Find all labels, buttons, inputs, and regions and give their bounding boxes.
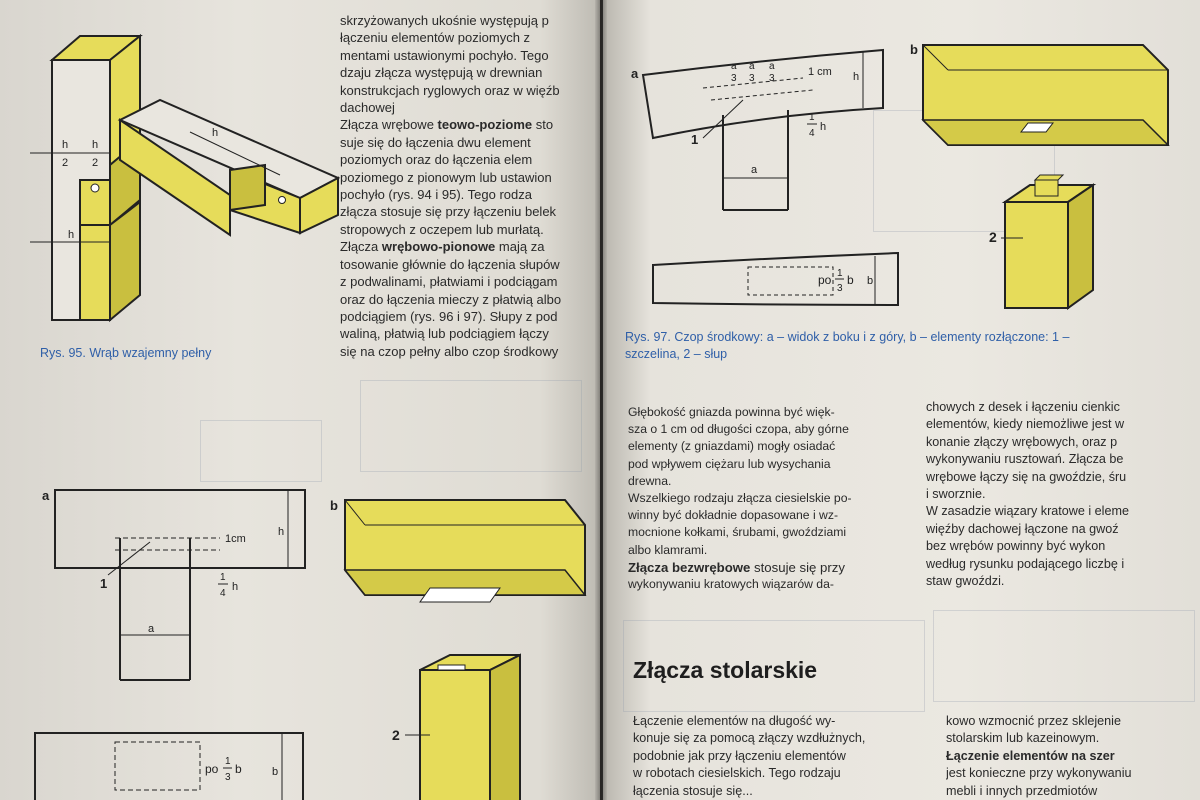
left-text-column	[340, 12, 592, 360]
po-text: po	[205, 762, 219, 776]
third-var: b	[235, 762, 242, 776]
text-line: W zasadzie wiązary kratowe i eleme	[926, 504, 1129, 519]
third: a	[731, 61, 737, 72]
dim-1cm: 1 cm	[808, 66, 832, 78]
text-line: łączenia stosuje się...	[633, 783, 753, 798]
dim-quarter-var: h	[820, 121, 827, 133]
text-line: i sworznie.	[926, 487, 986, 502]
text-line: albo klamrami.	[628, 542, 708, 557]
label-a: a	[631, 66, 639, 81]
text-line: Łączenie elementów na szer	[946, 748, 1115, 763]
show-through-drawing	[360, 380, 582, 472]
dim-h: h	[278, 526, 285, 538]
text-line: podciągiem (rys. 96 i 97). Słupy z pod	[340, 308, 558, 324]
text-line: wykonywaniu rusztowań. Złącza be	[926, 452, 1124, 467]
text-line: podobnie jak przy łączeniu elementów	[633, 748, 846, 763]
fig95-dim: 2	[62, 157, 69, 169]
text-line: pod wpływem ciężaru lub wysychania	[628, 456, 831, 471]
text-line: Złącza wrębowo-pionowe mają za	[340, 239, 545, 255]
fig95-dim: 2	[92, 157, 99, 169]
show-through-drawing	[933, 610, 1195, 702]
dim-quarter-den: 4	[809, 128, 815, 139]
label-b: b	[330, 498, 338, 513]
text-line: stolarskim lub kazeinowym.	[946, 731, 1100, 746]
show-through-drawing	[200, 420, 322, 482]
text-line: oraz do łączenia mieczy z płatwią albo	[340, 291, 562, 307]
text-line: bez wrębów powinny być wykon	[926, 539, 1106, 554]
fig95-dim: h	[68, 229, 75, 241]
label-b: b	[910, 42, 918, 57]
text-line: dachowej	[340, 100, 395, 116]
third: 3	[731, 73, 737, 84]
third-num: 1	[837, 268, 843, 279]
book-spine	[595, 0, 607, 800]
right-text-column-2	[926, 399, 1200, 590]
dim-b: b	[867, 275, 874, 287]
third-den: 3	[837, 283, 843, 294]
text-line: pochyło (rys. 94 i 95). Tego rodza	[340, 187, 532, 203]
text-line: się na czop pełny albo czop środkowy	[340, 343, 559, 359]
text-line: tosowanie głównie do łączenia słupów	[340, 256, 560, 272]
figure-97	[613, 20, 1193, 340]
third: a	[749, 61, 755, 72]
text-line: złącza stosuje się przy łączeniu belek	[340, 204, 557, 220]
text-line: elementy (z gniazdami) mogły osiadać	[628, 439, 836, 454]
text-line: konuje się za pomocą złączy wzdłużnych,	[633, 731, 866, 746]
text-line: Złącza bezwrębowe stosuje się przy	[628, 559, 845, 575]
fig95-dim: h	[212, 127, 219, 139]
label-a: a	[42, 488, 50, 503]
dim-1cm: 1cm	[225, 533, 246, 545]
text-line: waliną, płatwią lub podciągiem łączy	[340, 326, 549, 342]
third-den: 3	[225, 772, 231, 783]
caption-line: szczelina, 2 – słup	[625, 347, 728, 361]
dim-b: b	[272, 766, 279, 778]
text-line: Wszelkiego rodzaju złącza ciesielskie po-	[628, 491, 852, 506]
figure-97-caption	[625, 329, 1200, 363]
po-text: po	[818, 273, 832, 287]
text-line: więźby dachowej łączone na gwoź	[926, 521, 1119, 536]
fig95-dim: h	[92, 139, 99, 151]
dim-a: a	[148, 623, 155, 635]
right-text-column-1	[628, 404, 911, 593]
text-line: poziomych oraz do łączenia elem	[340, 152, 533, 168]
third: a	[769, 61, 775, 72]
text-line: Złącza wrębowe teowo-poziome sto	[340, 117, 554, 133]
figure-95-caption: Rys. 95. Wrąb wzajemny pełny	[40, 346, 212, 360]
text-line: suje się do łączenia dwu element	[340, 134, 531, 150]
figure-95	[20, 20, 360, 370]
right-text-column-3	[633, 713, 928, 800]
text-line: wykonywaniu kratowych wiązarów da-	[628, 577, 834, 592]
text-line: Łączenie elementów na długość wy-	[633, 714, 836, 728]
marker-1: 1	[691, 132, 699, 147]
text-line: jest konieczne przy wykonywaniu	[946, 766, 1132, 781]
dim-quarter-var: h	[232, 581, 239, 593]
text-line: Głębokość gniazda powinna być więk-	[628, 405, 835, 419]
dim-a: a	[751, 164, 758, 176]
lower-figure-left	[20, 480, 580, 800]
dim-quarter-num: 1	[809, 112, 815, 123]
text-line: dzaju złącza występują w drewnian	[340, 65, 543, 81]
dim-h: h	[853, 71, 860, 83]
fig95-dim: h	[62, 139, 69, 151]
right-page	[603, 0, 1200, 800]
marker-2: 2	[989, 229, 997, 245]
text-line: elementów, kiedy niemożliwe jest w	[926, 417, 1125, 432]
section-title: Złącza stolarskie	[633, 657, 818, 683]
marker-2: 2	[392, 727, 400, 743]
text-line: mebli i innych przedmiotów	[946, 783, 1098, 798]
text-line: skrzyżowanych ukośnie występują p	[340, 13, 549, 28]
text-line: poziomego z pionowym lub ustawion	[340, 169, 552, 185]
text-line: sza o 1 cm od długości czopa, aby górne	[628, 422, 849, 437]
text-line: konstrukcjach ryglowych oraz w więźb	[340, 82, 560, 98]
dim-quarter-den: 4	[220, 588, 226, 599]
right-text-column-4	[946, 713, 1200, 800]
text-line: chowych z desek i łączeniu cienkic	[926, 400, 1120, 414]
third: 3	[769, 73, 775, 84]
text-line: wrębowe łączy się na gwoździe, śru	[926, 469, 1127, 484]
text-line: stropowych z oczepem lub murłatą.	[340, 221, 544, 237]
text-line: mentami ustawionymi pochyło. Tego	[340, 47, 549, 63]
text-line: mocnione kołkami, śrubami, gwoździami	[628, 525, 847, 540]
marker-1: 1	[100, 576, 108, 591]
text-line: łączeniu elementów poziomych z	[340, 30, 531, 46]
text-line: według rysunku podającego liczbę i	[926, 556, 1125, 571]
text-line: konanie złączy wrębowych, oraz p	[926, 434, 1118, 449]
caption-line: Rys. 97. Czop środkowy: a – widok z boku i z góry, b – elementy rozłączone: 1 –	[625, 330, 1070, 344]
text-line: drewna.	[628, 473, 672, 488]
text-line: staw gwoździ.	[926, 574, 1005, 589]
text-line: w robotach ciesielskich. Tego rodzaju	[633, 766, 841, 781]
text-line: kowo wzmocnić przez sklejenie	[946, 714, 1121, 728]
third-var: b	[847, 273, 854, 287]
third: 3	[749, 73, 755, 84]
third-num: 1	[225, 756, 231, 767]
text-line: z podwalinami, płatwiami i podciągam	[340, 274, 558, 290]
text-line: winny być dokładnie dopasowane i wz-	[628, 508, 839, 523]
dim-quarter-num: 1	[220, 572, 226, 583]
